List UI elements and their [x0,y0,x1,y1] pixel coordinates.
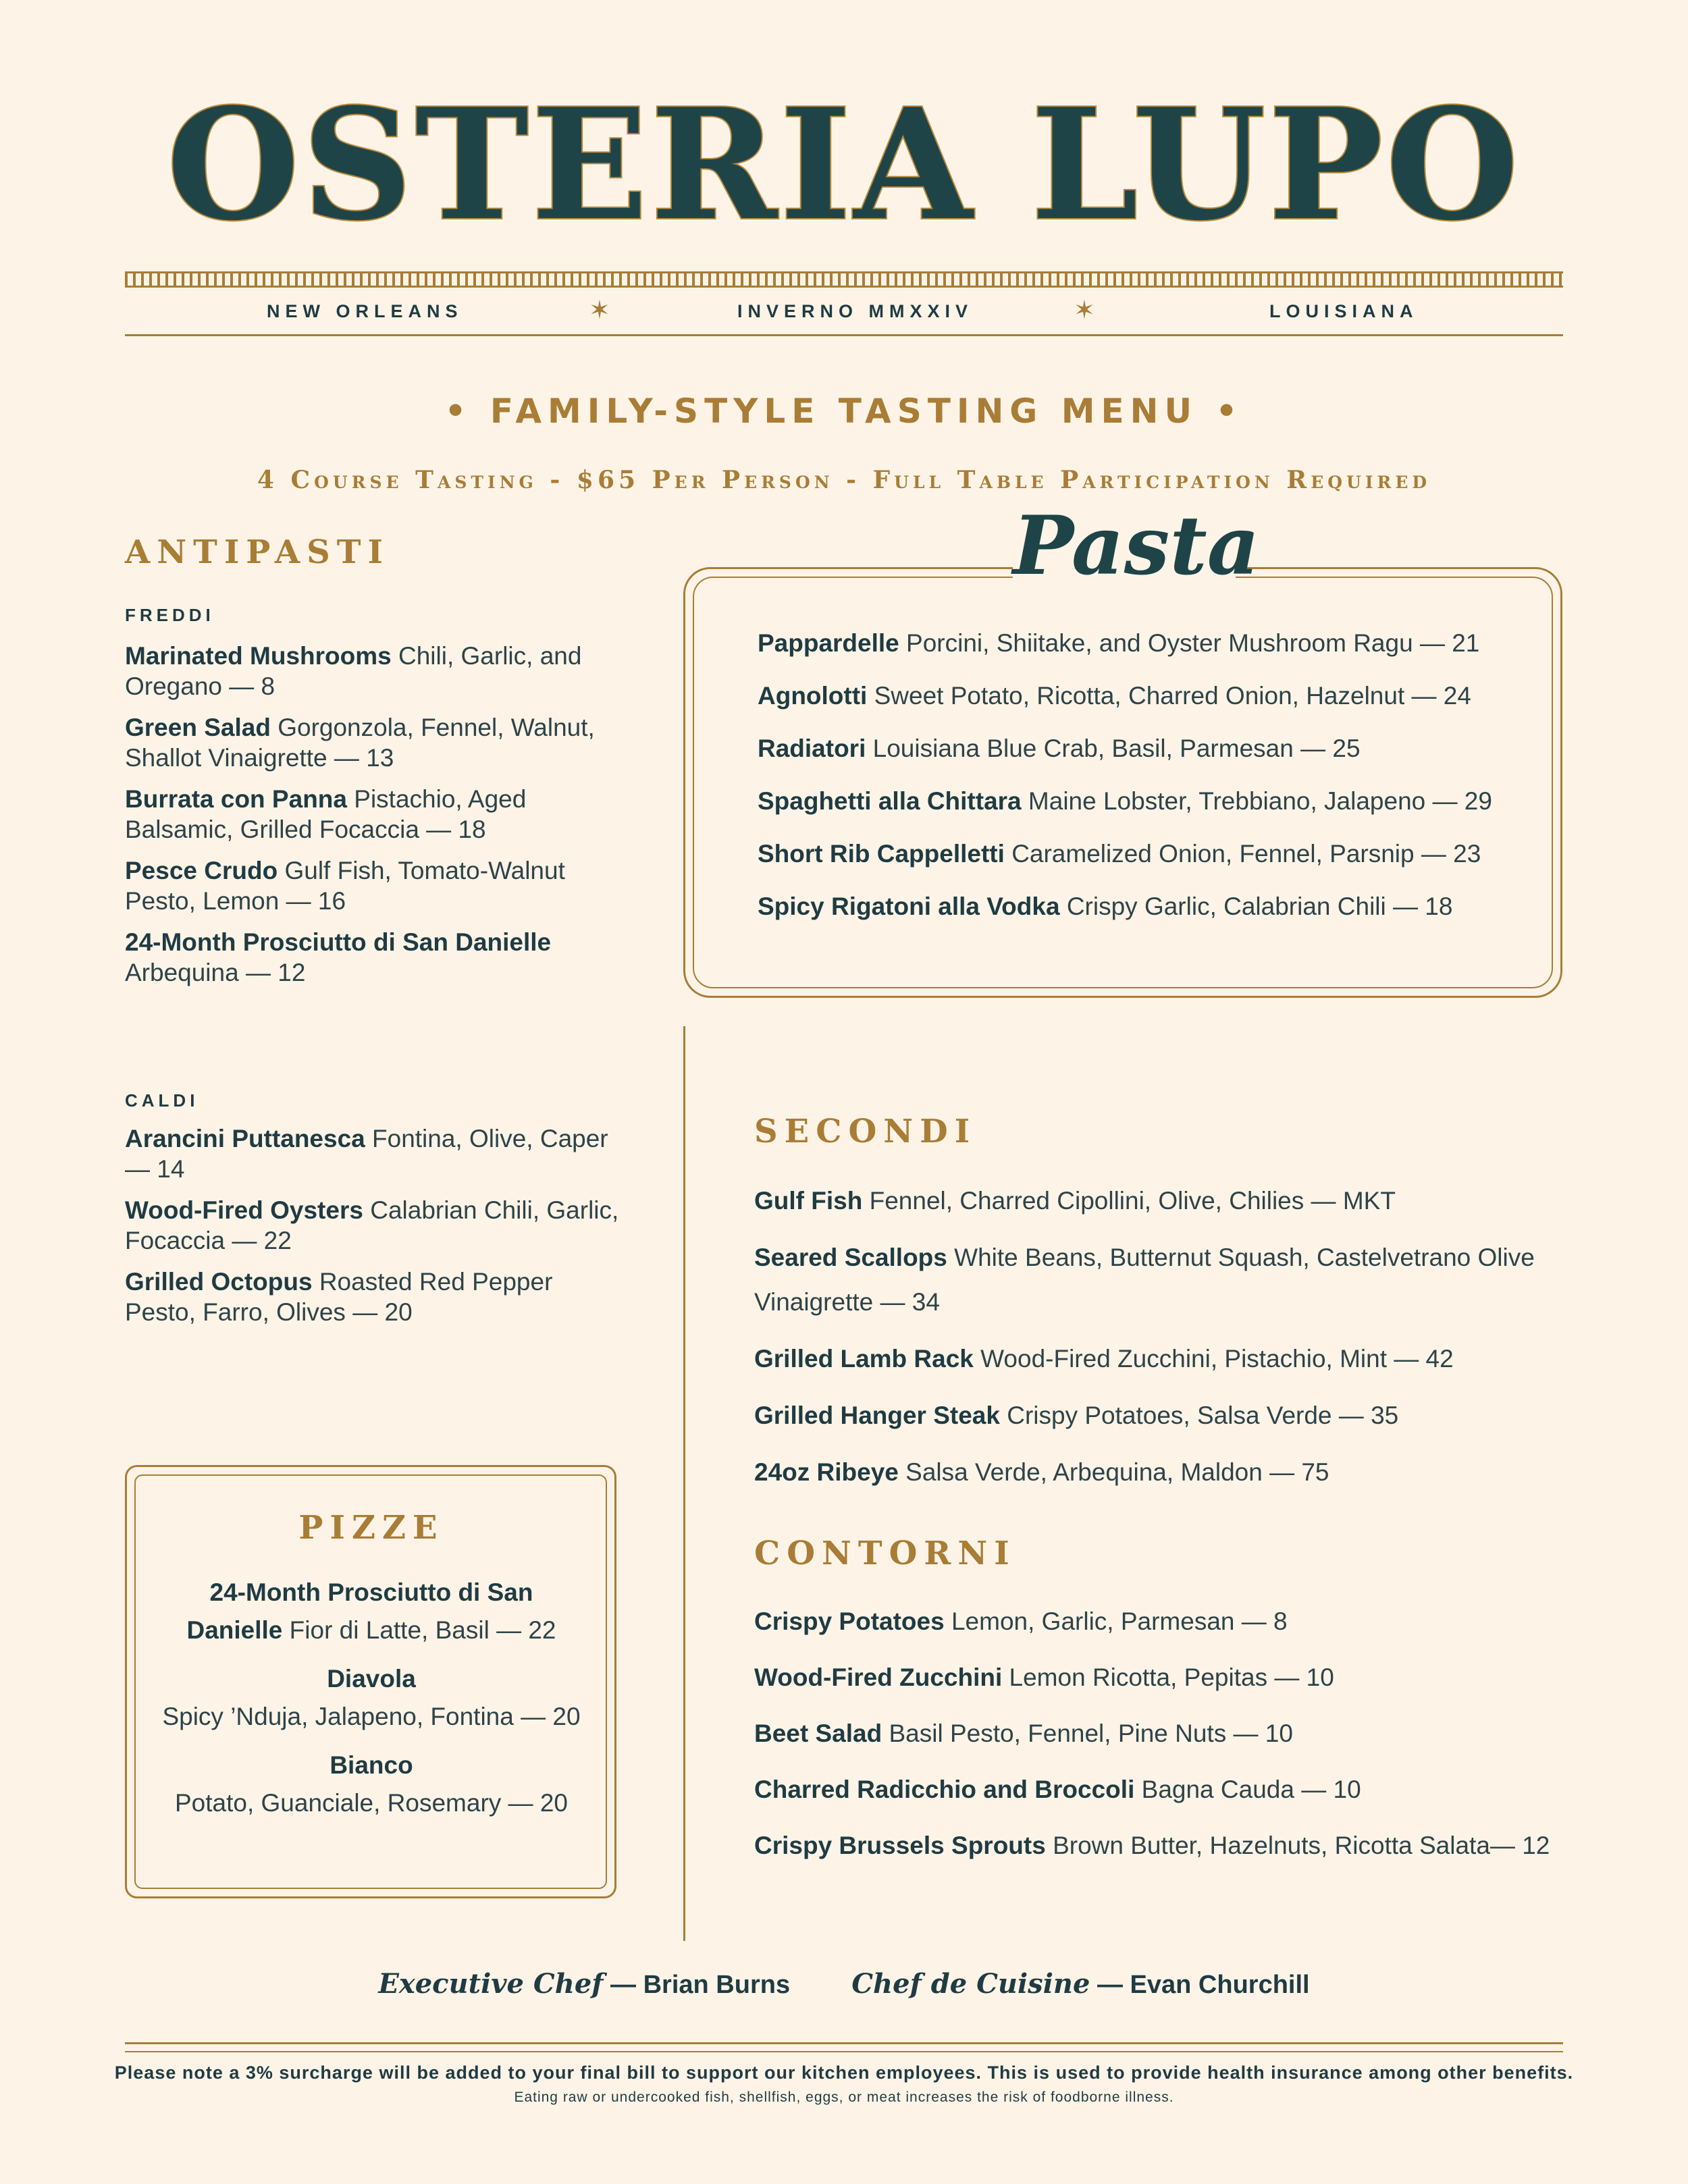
contorni-list [754,1606,1551,1861]
menu-item: Burrata con Panna Pistachio, Aged Balsamic, Grilled Focaccia — 18 [125,785,527,843]
chef-de-cuisine-label: Chef de Cuisine [851,1968,1090,2000]
menu-item: Beet Salad Basil Pesto, Fennel, Pine Nuts — 10 [754,1720,1293,1747]
greek-border-divider [125,271,1563,288]
contorni-section [754,1535,1551,1886]
menu-item: Arancini Puttanesca Fontina, Olive, Caper — 14 [125,1125,608,1183]
restaurant-title: OSTERIA LUPO [166,76,1522,255]
antipasti-section [125,533,625,998]
menu-item: Radiatori Louisiana Blue Crab, Basil, Parmesan — 25 [758,735,1361,762]
caldi-heading: CALDI [125,1090,199,1111]
secondi-heading: SECONDI [754,1113,977,1150]
location-city: NEW ORLEANS [267,301,463,321]
column-divider [683,1026,685,1941]
header-rule [125,334,1563,336]
menu-item: Crispy Potatoes Lemon, Garlic, Parmesan — 8 [754,1607,1288,1635]
footer-rule [125,2051,1563,2052]
menu-item: Seared Scallops White Beans, Butternut Squash, Castelvetrano Olive Vinaigrette — 34 [754,1244,1535,1316]
surcharge-note: Please note a 3% surcharge will be added to your final bill to support our kitchen employees. This is used to provide health insurance among other benefits. [114,2062,1574,2083]
menu-item: Spaghetti alla Chittara Maine Lobster, Trebbiano, Jalapeno — 29 [758,787,1492,815]
menu-item: Wood-Fired Zucchini Lemon Ricotta, Pepitas — 10 [754,1663,1334,1691]
menu-item: Crispy Brussels Sprouts Brown Butter, Hazelnuts, Ricotta Salata— 12 [754,1832,1550,1859]
menu-item: Grilled Lamb Rack Wood-Fired Zucchini, Pistachio, Mint — 42 [754,1345,1454,1373]
executive-chef-label: Executive Chef [378,1968,604,2000]
menu-item: 24-Month Prosciutto di San Danielle Fior di Latte, Basil — 22 [186,1578,556,1644]
menu-item: 24-Month Prosciutto di San Danielle Arbequina — 12 [125,928,552,986]
menu-item: Agnolotti Sweet Potato, Ricotta, Charred Onion, Hazelnut — 24 [758,682,1471,710]
star-ornament-icon: ✶ [1074,296,1095,325]
tasting-menu-subtitle: 4 Course Tasting - $65 Per Person - Full Table Participation Required [257,466,1431,494]
menu-item: Marinated Mushrooms Chili, Garlic, and Oregano — 8 [125,642,582,700]
menu-item: Wood-Fired Oysters Calabrian Chili, Garlic, Focaccia — 22 [125,1196,619,1254]
menu-item: Grilled Octopus Roasted Red Pepper Pesto, Farro, Olives — 20 [125,1268,553,1326]
menu-item: Grilled Hanger Steak Crispy Potatoes, Salsa Verde — 35 [754,1402,1399,1429]
menu-item: Pesce Crudo Gulf Fish, Tomato-Walnut Pesto, Lemon — 16 [125,857,565,915]
antipasti-heading: ANTIPASTI [125,533,390,571]
pasta-heading: Pasta [1013,498,1260,593]
location-state: LOUISIANA [1269,301,1419,321]
caldi-section [125,1090,625,1338]
chef-de-cuisine-name: — Evan Churchill [1097,1971,1310,1999]
menu-item: Green Salad Gorgonzola, Fennel, Walnut, Shallot Vinaigrette — 13 [125,714,595,772]
menu-item: Bianco Potato, Guanciale, Rosemary — 20 [174,1751,568,1817]
menu-item: Gulf Fish Fennel, Charred Cipollini, Olive, Chilies — MKT [754,1187,1396,1215]
pizze-heading: PIZZE [298,1509,444,1547]
menu-item: Pappardelle Porcini, Shiitake, and Oyster Mushroom Ragu — 21 [758,629,1480,657]
secondi-section [754,1113,1551,1507]
season-label: INVERNO MMXXIV [737,301,974,321]
tasting-menu-title: • FAMILY-STYLE TASTING MENU • [444,392,1244,431]
raw-food-warning: Eating raw or undercooked fish, shellfish, eggs, or meat increases the risk of foodborne illness. [514,2089,1174,2105]
star-ornament-icon: ✶ [589,296,610,325]
secondi-list [754,1179,1551,1495]
footer-rule [125,2042,1563,2044]
freddi-heading: FREDDI [125,605,215,625]
caldi-list [125,1123,625,1327]
pasta-list [758,628,1527,944]
contorni-heading: CONTORNI [754,1535,1016,1572]
pizze-section [142,1509,601,1822]
menu-item: 24oz Ribeye Salsa Verde, Arbequina, Maldon — 75 [754,1458,1329,1486]
executive-chef-name: — Brian Burns [610,1971,791,1999]
menu-item: Spicy Rigatoni alla Vodka Crispy Garlic, Calabrian Chili — 18 [758,893,1453,920]
freddi-list [125,641,625,988]
menu-item: Short Rib Cappelletti Caramelized Onion, Fennel, Parsnip — 23 [758,840,1481,868]
menu-item: Diavola Spicy ’Nduja, Jalapeno, Fontina — 20 [162,1665,581,1730]
menu-item: Charred Radicchio and Broccoli Bagna Cauda — 10 [754,1776,1361,1803]
chef-credits [0,1968,1688,2000]
